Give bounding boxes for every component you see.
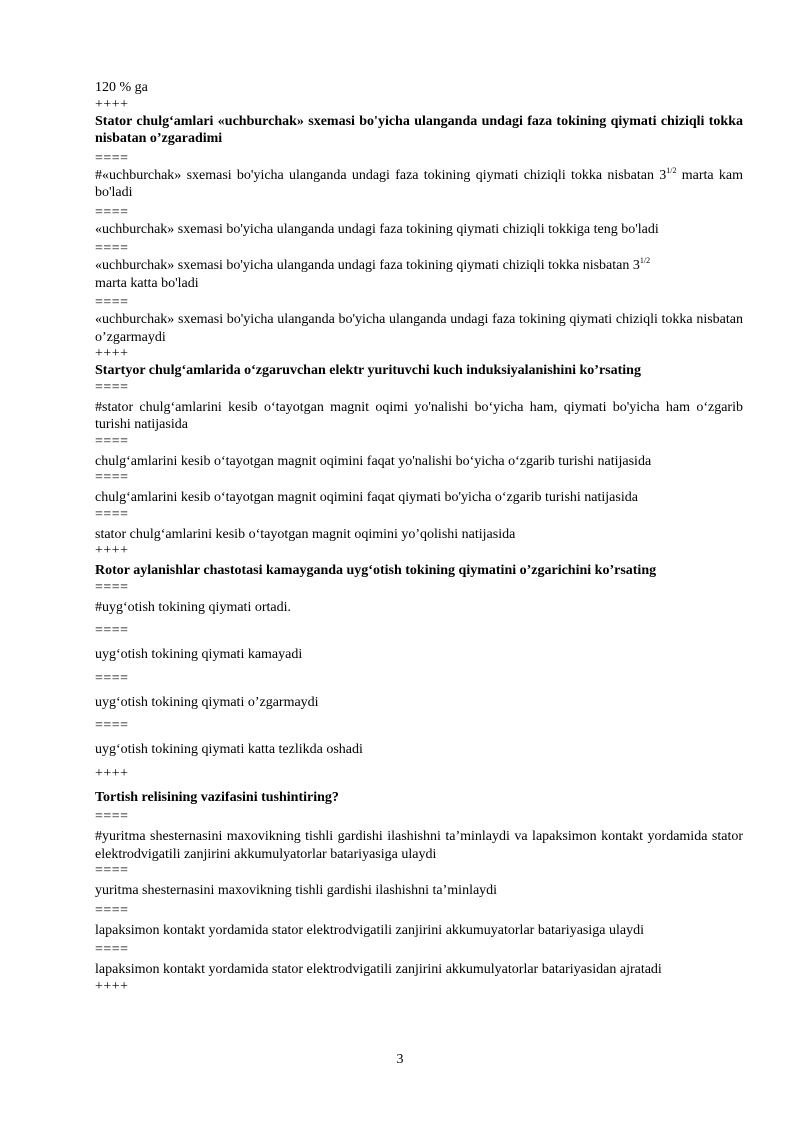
answer-separator: ==== [95, 295, 129, 310]
answer-separator: ==== [95, 809, 129, 824]
question-separator: ++++ [95, 96, 129, 112]
question-separator: ++++ [95, 346, 129, 361]
page-number: 3 [396, 1052, 404, 1067]
q1-answer-4: «uchburchak» sxemasi bo'yicha ulanganda bo'yicha ulanganda undagi faza tokining qiymati chiziqli tokka nisbatan o’zgarmaydi [95, 312, 743, 345]
answer-separator: ==== [95, 150, 129, 166]
q4-answer-4: lapaksimon kontakt yordamida stator elektrodvigatili zanjirini akkumulyatorlar batariyasidan ajratadi [95, 962, 662, 977]
question-separator: ++++ [95, 765, 129, 781]
q1-answer-2: «uchburchak» sxemasi bo'yicha ulanganda undagi faza tokining qiymati chiziqli tokkiga teng bo'ladi [95, 221, 659, 237]
question-3: Rotor aylanishlar chastotasi kamayganda uyg‘otish tokining qiymatini o’zgarichini ko’rsating [95, 563, 657, 578]
q3-answer-2: uyg‘otish tokining qiymati kamayadi [95, 647, 303, 662]
answer-separator: ==== [95, 902, 129, 918]
question-4: Tortish relisining vazifasini tushintiring? [95, 789, 339, 805]
q1-answer-1 [95, 167, 743, 202]
q2-answer-2: chulg‘amlarini kesib o‘tayotgan magnit oqimini faqat yo'nalishi bo‘yicha o‘zgarib turishi natijasida [95, 453, 652, 469]
q2-answer-1: #stator chulg‘amlarini kesib o‘tayotgan magnit oqimi yo'nalishi bo‘yicha ham, qiymati bo'yicha ham o‘zgarib turishi natijasida [95, 399, 743, 432]
q1-answer-3-sup: 1/2 [639, 256, 651, 265]
answer-separator: ==== [95, 718, 129, 733]
q3-answer-4: uyg‘otish tokining qiymati katta tezlikda oshadi [95, 742, 363, 757]
q2-answer-4: stator chulg‘amlarini kesib o‘tayotgan magnit oqimini yo’qolishi natijasida [95, 526, 516, 542]
answer-separator: ==== [95, 942, 129, 957]
answer-separator: ==== [95, 579, 129, 595]
answer-separator: ==== [95, 433, 129, 449]
q4-answer-1: #yuritma shesternasini maxovikning tishli gardishi ilashishni ta’minlaydi va lapaksimon kontakt yordamida stator elektrodvigatili zanjirini akkumulyatorlar batariyasiga ulaydi [95, 829, 743, 862]
q1-answer-1-text: #«uchburchak» sxemasi bo'yicha ulanganda undagi faza tokining qiymati chiziqli tokka nisbatan 3 [95, 167, 667, 183]
question-separator: ++++ [95, 543, 129, 558]
top-line: 120 % ga [95, 80, 148, 95]
q1-answer-3-text: «uchburchak» sxemasi bo'yicha ulanganda undagi faza tokining qiymati chiziqli tokka nisbatan 3 [95, 258, 640, 273]
question-1: Stator chulg‘amlari «uchburchak» sxemasi bo'yicha ulanganda undagi faza tokining qiymati chiziqli tokka nisbatan o’zgaradimi [95, 113, 743, 146]
answer-separator: ==== [95, 241, 129, 256]
answer-separator: ==== [95, 863, 129, 878]
q2-answer-3: chulg‘amlarini kesib o‘tayotgan magnit oqimini faqat qiymati bo'yicha o‘zgarib turishi natijasida [95, 490, 638, 505]
q3-answer-3: uyg‘otish tokining qiymati o’zgarmaydi [95, 694, 319, 710]
question-2: Startyor chulg‘amlarida o‘zgaruvchan elektr yurituvchi kuch induksiyalanishini ko’rsating [95, 363, 641, 378]
q1-answer-1-tail: marta kam bo'ladi [95, 167, 743, 200]
q3-answer-1: #uyg‘otish tokining qiymati ortadi. [95, 599, 291, 615]
answer-separator: ==== [95, 379, 129, 395]
answer-separator: ==== [95, 470, 129, 485]
q4-answer-2: yuritma shesternasini maxovikning tishli gardishi ilashishni ta’minlaydi [95, 883, 498, 898]
answer-separator: ==== [95, 204, 129, 220]
q1-answer-1-sup: 1/2 [666, 165, 677, 175]
answer-separator: ==== [95, 506, 129, 522]
q1-answer-3-tail: marta katta bo'ladi [95, 275, 199, 291]
q4-answer-3: lapaksimon kontakt yordamida stator elektrodvigatili zanjirini akkumuyatorlar batariyasiga ulaydi [95, 922, 644, 938]
answer-separator: ==== [95, 670, 129, 686]
question-separator: ++++ [95, 978, 129, 994]
q1-answer-3 [95, 257, 743, 292]
document-body [95, 79, 743, 995]
answer-separator: ==== [95, 623, 129, 638]
